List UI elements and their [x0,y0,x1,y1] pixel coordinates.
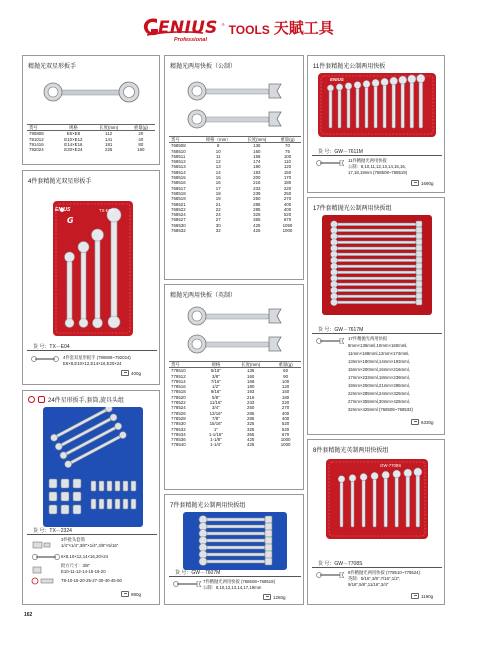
double-ring-spec-table [27,124,155,152]
divider [312,155,442,156]
table-cell: 670 [281,431,290,437]
weight [121,591,141,597]
24pc-tray-image [43,407,143,527]
brand-tools: TOOLS [228,23,270,37]
model-number: 货 号：TX－E04 [33,344,70,350]
panel-title-row [28,395,124,404]
table-cell: 670 [283,217,292,223]
table-cell: 15/16" [209,421,223,427]
8pc-pouch-model: GW-7708S [380,463,402,468]
table-cell: 768530 [171,222,186,228]
table-cell: 21 [215,201,221,207]
table-cell: 220 [281,400,290,406]
table-cell: 768519 [171,196,186,202]
table-cell: 120 [281,384,290,390]
desc-line: 英制：5/16",3/8",7/16",1/2", [348,576,401,581]
desc-line: 17件精抛光两用快扳 [348,336,388,341]
desc-line: 8件精抛光两用快扳 (778510~778524) [348,570,421,575]
table-cell: 768522 [171,206,186,212]
table-cell: 11/16" [209,400,222,406]
table-cell: 520 [283,212,292,218]
table-cell: 425 [247,437,255,443]
table-cell: 1050 [282,222,293,228]
table-cell: 136 [247,368,255,374]
panel-combo-sae [164,284,304,490]
table-cell: 425 [253,228,261,234]
panel-8pc-set [307,439,445,605]
table-cell: 239 [253,190,261,196]
weight-value: 1190g [421,593,434,599]
table-cell: E6×E8 [66,131,81,137]
combo-wrench-icon [173,581,201,587]
table-cell: 768515 [171,175,186,181]
table-row [27,147,155,152]
double-ring-wrench-image [41,80,141,106]
table-cell: 325 [247,426,255,432]
table-cell: 1000 [280,442,291,448]
table-row [169,228,301,233]
brand-chinese-name: 天賦工具 [273,19,334,37]
panel-7pc-set [164,494,304,605]
table-cell: 778528 [171,415,186,421]
desc-line: T8-10-15-20-25-27-30-40-45-50 [61,578,122,583]
combo-wrench-image [185,80,285,132]
desc-line: 公制：8,10,12,13,14,17,19mm [203,585,262,590]
table-cell: 22 [215,206,221,212]
table-cell: 400 [283,206,292,212]
table-cell: 778510 [171,368,186,374]
table-cell: 136 [253,143,261,149]
table-cell: 120 [283,164,292,170]
weight-value: 980g [131,591,142,597]
combo-metric-spec-table [169,136,301,233]
table-cell: 250 [253,196,261,202]
table-cell: 13 [215,164,221,170]
table-cell: 1-1/8" [210,437,222,443]
model-number: 货 号：GW－7708S [318,561,363,567]
table-cell: 400 [281,410,290,416]
desc-line: 3件批头套筒 [61,537,85,542]
table-cell: 80 [138,141,144,147]
table-cell: 193 [253,169,261,175]
table-cell: 768516 [171,180,186,186]
panel-title: 17件套精抛光公制两用快扳组 [313,206,392,212]
desc-line: 7件精抛光两用快扳 (768508~768519) [203,579,276,584]
table-cell: 8 [217,143,220,149]
table-cell: 40 [138,136,144,142]
table-cell: 168 [253,153,261,159]
registered-mark: ® [221,22,225,27]
table-cell: 778534 [171,431,186,437]
table-row [169,442,301,447]
table-cell: 768511 [171,153,186,159]
table-cell: 768518 [171,190,186,196]
table-cell: 778536 [171,437,186,443]
table-cell: 768517 [171,185,186,191]
8pc-pouch-image [326,459,428,539]
table-cell: 778518 [171,389,186,395]
col-header: 长度(mm) [231,362,270,368]
table-cell: 180 [253,164,261,170]
table-cell: 768508 [171,143,186,149]
desc-line: 11mm×168mml,12mm×174mml, [348,351,410,356]
table-cell: 181 [105,141,113,147]
table-cell: 3/4" [212,405,220,411]
table-cell: E14×E16 [64,141,83,147]
table-cell: 170 [283,175,292,181]
double-ring-icon [31,554,61,560]
table-cell: 250 [283,190,292,196]
table-cell: 225 [105,147,113,153]
table-cell: 3/8" [212,373,220,379]
table-cell: 778512 [171,373,186,379]
weight [411,593,433,599]
desc-line: 9/16",5/8",11/16",3/4" [348,582,389,587]
table-cell: 180 [281,394,290,400]
table-cell: 778520 [171,394,186,400]
4pc-pouch-model: TX-E04 [99,208,114,213]
divider [312,567,442,568]
col-header: 规格 [56,125,91,131]
4pc-pouch-image [53,201,133,336]
desc-line: 批方尺寸：3/8" [61,563,90,568]
table-cell: 1000 [280,437,291,443]
table-cell: 180 [283,180,292,186]
table-cell: 150 [281,389,290,395]
table-cell: E20×E24 [64,147,83,153]
panel-title: 4件套精抛光双星形扳手 [28,179,92,185]
table-cell: 150 [283,169,292,175]
11pc-pouch-image [318,73,436,137]
col-header: 重量(g) [274,137,301,143]
table-cell: 791416 [29,141,44,147]
page-number: 162 [24,612,33,618]
table-cell: 174 [253,159,261,165]
table-cell: 1-1/16" [208,431,223,437]
desc-line: 19mm×250mml,21mm×285mml, [348,383,410,388]
table-cell: 216 [247,394,255,400]
desc-line: 公制：8,10,11,12,13,14,15,16, [348,164,406,169]
scale-icon [411,180,419,186]
table-cell: 792024 [29,147,44,153]
desc-line: 27mm×355mml,30mm×425mml, [348,399,410,404]
panel-title: 8件套精抛光英制两用快扳组 [313,448,389,454]
table-cell: 400 [283,201,292,207]
table-cell: 1000 [282,228,293,234]
table-cell: 15 [215,175,221,181]
socket-adapter-icon [31,541,61,549]
divider [169,576,301,577]
table-cell: 16 [215,180,221,186]
panel-title: 24件星形扳手,套筒,旋具头组 [48,398,125,404]
weight [263,594,286,600]
table-cell: 110 [283,159,291,165]
panel-title: 11件套精抛光公制两用快扳 [313,64,386,70]
table-cell: E10×E12 [64,136,83,142]
11pc-pouch-brand: ENIUS [330,77,344,82]
table-cell: 75 [285,148,290,154]
model-number: 货 号：GW－7607M [175,570,221,576]
table-cell: 19 [215,196,221,202]
table-cell: 270 [283,196,292,202]
table-cell: 7/16" [210,378,221,384]
gear-icon [28,396,35,403]
col-header: 重量(g) [270,362,301,368]
table-cell: 20 [138,131,144,137]
table-cell: 778516 [171,384,186,390]
table-cell: 141 [105,136,113,142]
col-header: 货号 [27,125,56,131]
table-cell: 790808 [29,131,44,137]
desc-line: 17mm×233mml,18mm×239mml, [348,375,410,380]
table-cell: 5/16" [210,368,221,374]
table-cell: 768521 [171,201,186,207]
table-cell: 7/8" [212,415,220,421]
table-cell: 220 [283,185,292,191]
table-cell: 778514 [171,378,186,384]
table-cell: 355 [253,217,261,223]
table-cell: 12 [215,159,221,165]
scale-icon [411,593,419,599]
combo-wrench-sae-image [185,305,285,357]
table-cell: 24 [215,212,221,218]
table-cell: 60 [283,368,289,374]
table-cell: 325 [253,212,261,218]
table-cell: 1" [213,426,218,432]
panel-title: 精抛光两用快扳（英制） [170,293,237,299]
weight-value: 400g [131,370,142,376]
panel-17pc-set [307,197,445,435]
col-header: 货号 [169,137,197,143]
table-cell: 400 [281,415,290,421]
table-cell: 70 [285,143,290,149]
table-cell: 9/16" [210,389,221,395]
page-header [0,0,480,50]
table-cell: 30 [215,222,221,228]
table-cell: 160 [253,148,261,154]
scale-icon [411,419,419,425]
col-header: 长度(mm) [91,125,127,131]
scale-icon [121,370,129,376]
table-cell: 778530 [171,421,186,427]
table-cell: 11 [215,153,221,159]
table-cell: 32 [215,228,221,234]
desc-line: 32mm×425mml (768508~768532) [348,407,413,412]
desc-line: 13mm×180mml,14mm×193mml, [348,359,410,364]
table-cell: 425 [247,442,255,448]
table-cell: 18 [215,190,221,196]
panel-double-ring-wrench [22,55,160,165]
table-cell: 1/2" [212,384,220,390]
gear-icon [38,396,45,403]
table-cell: 778532 [171,426,186,432]
panel-title: 精抛光两用快扳（公制） [170,64,237,70]
table-cell: 355 [247,431,255,437]
table-cell: 250 [247,405,255,411]
weight-value: 1260g [273,594,286,600]
table-cell: 768527 [171,217,186,223]
table-cell: 768510 [171,148,186,154]
table-cell: 425 [253,222,261,228]
table-cell: 90 [283,373,289,379]
weight [411,180,434,186]
combo-wrench-icon [316,572,344,578]
table-cell: 100 [283,153,292,159]
weight [121,370,141,376]
table-cell: 768524 [171,212,186,218]
table-cell: 216 [253,180,261,186]
table-cell: 778524 [171,405,186,411]
desc-line: 8mm×136mml,10mm×160mml, [348,343,408,348]
table-cell: 160 [247,373,255,379]
model-number: 货 号：GW－7611M [318,149,363,155]
table-cell: 5/8" [212,394,220,400]
desc-line: E6×8,E10×12,E14×16,E20×24 [63,361,122,366]
desc-line: 22mm×285mml,24mm×325mml, [348,391,410,396]
divider [27,350,157,351]
7pc-tray-image [183,512,287,570]
table-cell: 233 [253,185,261,191]
weight [411,419,434,425]
col-header: 规格（mm） [197,137,240,143]
table-cell: 14 [215,169,221,175]
table-cell: 13/16" [209,410,223,416]
table-cell: 768512 [171,159,186,165]
svg-text:G: G [67,216,74,225]
table-cell: 778522 [171,400,186,406]
table-cell: 17 [215,185,221,191]
desc-line: 1/4"×1/4",3/8"×1/4",3/8"×5/16" [61,543,119,548]
model-number: 货 号：TX－2324 [33,528,72,534]
combo-wrench-icon [316,160,344,166]
col-header: 长度(mm) [240,137,274,143]
desc-line: E10-11-12-14-16-18-20 [61,569,106,574]
col-header: 重量(g) [127,125,155,131]
4pc-pouch-brand: ENIUS [55,207,71,213]
bit-icon [31,577,61,585]
table-cell: 27 [215,217,221,223]
table-cell: 160 [137,147,145,153]
table-cell: 270 [281,405,290,411]
combo-wrench-icon [316,338,344,344]
scale-icon [121,591,129,597]
panel-24pc-set [22,390,160,605]
socket-icon [31,566,61,574]
table-cell: 112 [105,131,113,137]
desc-line: 17,18,19mm (768508~768519) [348,170,408,175]
panel-11pc-set [307,55,445,193]
brand-subtitle: Professional [174,37,208,43]
table-cell: 285 [247,410,255,416]
table-cell: 100 [281,378,290,384]
divider [312,333,442,334]
table-cell: 285 [253,206,261,212]
table-cell: 180 [247,384,255,390]
combo-sae-spec-table [169,361,301,448]
small-tool-icon [31,356,59,362]
table-cell: 285 [253,201,261,207]
table-cell: 193 [247,389,255,395]
desc-line: 11件精抛光两用快扳 [348,158,387,163]
desc-line: 6×8,10×12,14×16,20×24 [61,554,109,559]
desc-line: 15mm×200mml,16mm×216mml, [348,367,410,372]
panel-title: 精抛光双星形扳手 [28,64,77,70]
table-cell: 778540 [171,442,186,448]
model-number: 货 号：GW－7617M [318,327,364,333]
table-cell: 168 [247,378,255,384]
col-header: 货号 [169,362,201,368]
panel-combo-metric [164,55,304,280]
table-cell: 768532 [171,228,186,234]
table-cell: 520 [281,421,290,427]
17pc-tray-image [322,215,432,315]
divider [27,534,157,535]
panel-4pc-set [22,170,160,385]
table-cell: 10 [215,148,221,154]
weight-value: 1690g [421,180,434,186]
table-cell: 768513 [171,164,186,170]
table-cell: 200 [253,175,261,181]
table-cell: 778526 [171,410,186,416]
brand-name: ENIUS [158,18,218,38]
table-cell: 325 [247,421,255,427]
col-header: 规格 [201,362,232,368]
table-cell: 285 [247,415,255,421]
panel-title: 7件套精抛光公制两用快扳组 [170,503,246,509]
table-cell: 520 [281,426,290,432]
scale-icon [263,594,271,600]
desc-line: 4件套双星形扳手 (790808~792024) [63,355,131,360]
table-cell: 1-1/4" [210,442,222,448]
table-cell: 791012 [29,136,44,142]
weight-value: 6330g [421,419,434,425]
table-cell: 233 [247,400,255,406]
table-cell: 768514 [171,169,186,175]
